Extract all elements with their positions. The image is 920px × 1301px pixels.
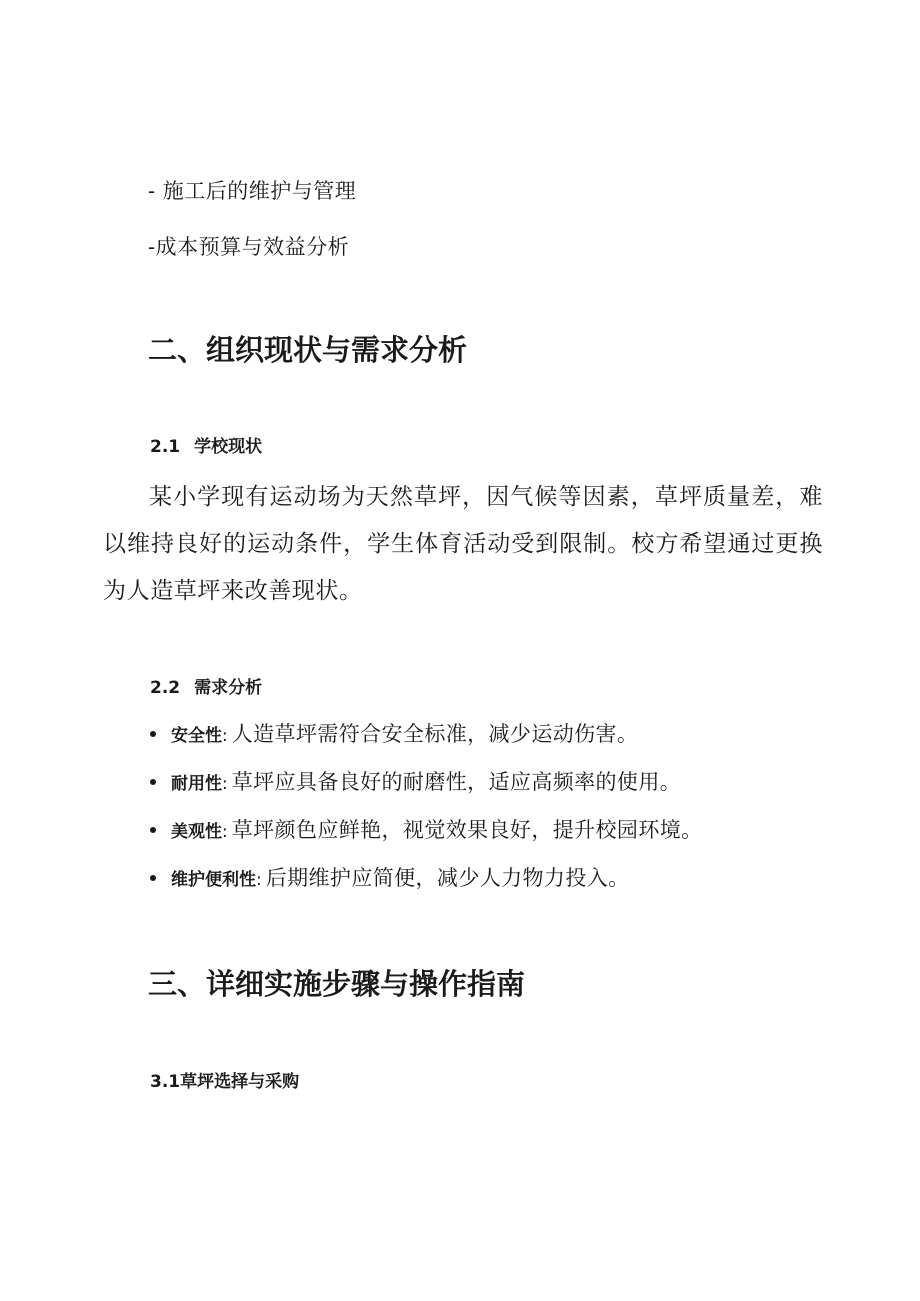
bullet-colon: : bbox=[222, 774, 228, 794]
subsection-2-2-title: 需求分析 bbox=[194, 678, 263, 698]
subsection-3-1-heading: 3.1草坪选择与采购 bbox=[150, 1072, 300, 1092]
bullet-icon bbox=[150, 827, 156, 833]
subsection-2-2-number: 2.2 bbox=[150, 678, 181, 698]
list-item bbox=[150, 719, 638, 751]
bullet-description: 人造草坪需符合安全标准，减少运动伤害。 bbox=[231, 722, 639, 746]
bullet-term: 安全性 bbox=[171, 726, 222, 746]
subsection-2-1-title: 学校现状 bbox=[194, 437, 263, 457]
subsection-2-1-heading bbox=[150, 434, 262, 460]
list-item bbox=[150, 767, 681, 799]
bullet-description: 后期维护应简便，减少人力物力投入。 bbox=[265, 866, 630, 890]
section-2-heading: 二、组织现状与需求分析 bbox=[148, 333, 468, 367]
bullet-term: 维护便利性 bbox=[171, 870, 256, 890]
bullet-term: 美观性 bbox=[171, 822, 222, 842]
section-3-heading: 三、详细实施步骤与操作指南 bbox=[148, 967, 526, 1001]
list-item bbox=[150, 863, 630, 895]
bullet-colon: : bbox=[256, 870, 262, 890]
list-item bbox=[150, 815, 703, 847]
bullet-term: 耐用性 bbox=[171, 774, 222, 794]
bullet-icon bbox=[150, 731, 156, 737]
bullet-description: 草坪颜色应鲜艳，视觉效果良好，提升校园环境。 bbox=[231, 818, 703, 842]
bullet-colon: : bbox=[222, 726, 228, 746]
toc-item-maintenance: - 施工后的维护与管理 bbox=[148, 179, 357, 203]
bullet-colon: : bbox=[222, 822, 228, 842]
bullet-icon bbox=[150, 779, 156, 785]
bullet-description: 草坪应具备良好的耐磨性，适应高频率的使用。 bbox=[231, 770, 682, 794]
bullet-icon bbox=[150, 875, 156, 881]
toc-item-cost-analysis: -成本预算与效益分析 bbox=[148, 235, 350, 259]
subsection-2-2-heading bbox=[150, 675, 262, 701]
subsection-2-1-number: 2.1 bbox=[150, 437, 181, 457]
school-status-paragraph: 某小学现有运动场为天然草坪，因气候等因素，草坪质量差，难以维持良好的运动条件，学生体育活动受到限制。校方希望通过更换为人造草坪来改善现状。 bbox=[103, 484, 823, 604]
